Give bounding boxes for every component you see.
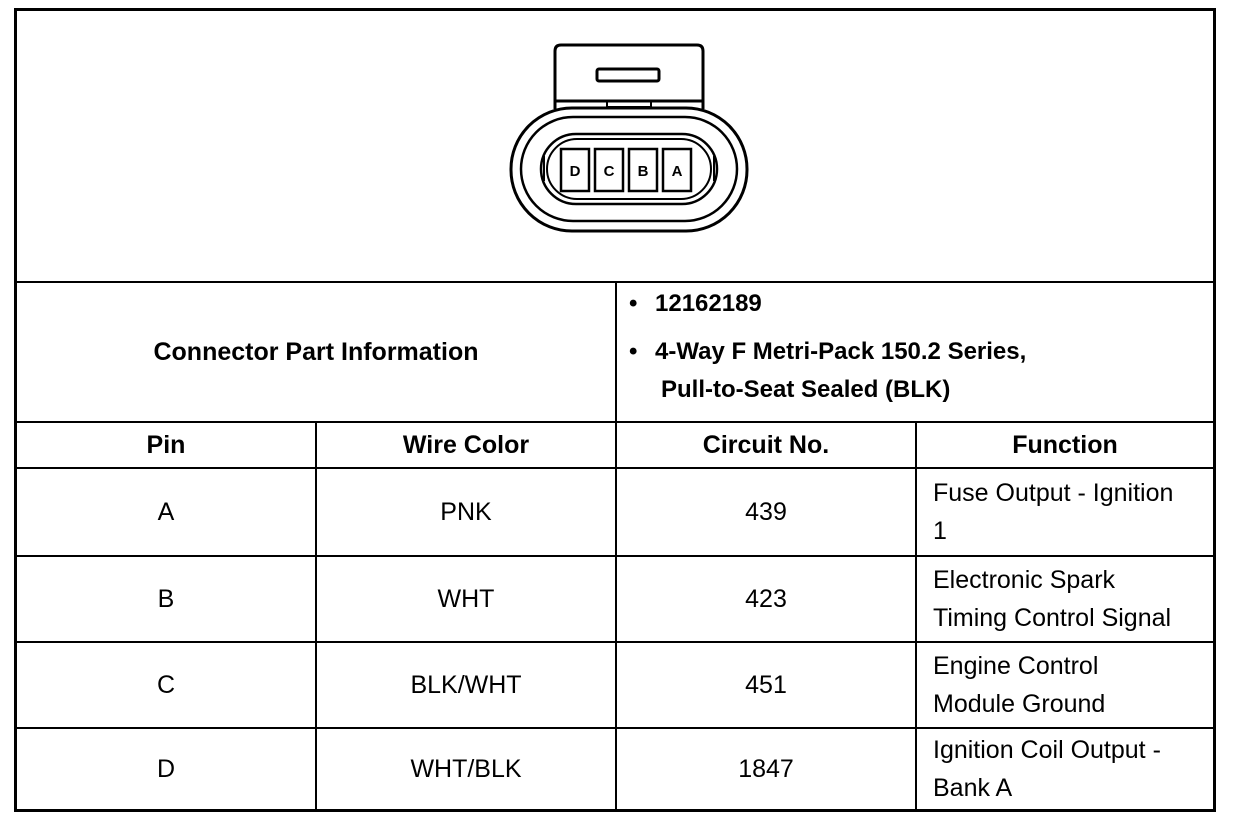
- header-pin: Pin: [146, 430, 186, 459]
- function-b-line-2: Timing Control Signal: [933, 604, 1172, 632]
- bullet: •: [629, 290, 638, 317]
- connector-latch: [555, 45, 703, 109]
- connector-drawing: [17, 11, 1213, 283]
- cell-function-a: [917, 469, 1213, 555]
- cell-pin-a: A: [157, 497, 175, 526]
- function-d-line-2: Bank A: [933, 774, 1013, 802]
- cell-pin-d: D: [156, 754, 176, 783]
- cell-wire-color-c: BLK/WHT: [410, 670, 522, 699]
- latch-slot: [597, 69, 659, 81]
- function-a-line-2: 1: [933, 517, 947, 545]
- function-c-line-1: Engine Control: [933, 652, 1099, 680]
- function-b-line-1: Electronic Spark: [933, 566, 1116, 594]
- function-c-line-2: Module Ground: [933, 690, 1106, 718]
- cell-pin-b: B: [157, 584, 175, 613]
- header-wire-color: Wire Color: [402, 430, 530, 459]
- part-description-item: [629, 333, 1026, 409]
- part-number: 12162189: [655, 290, 762, 317]
- connector-diagram: [17, 11, 1213, 283]
- cell-circuit-b: 423: [745, 584, 787, 613]
- pin-label-d: D: [569, 163, 581, 180]
- pin-label-a: A: [671, 163, 683, 180]
- header-circuit-no: Circuit No.: [702, 430, 830, 459]
- bullet: •: [629, 338, 638, 365]
- header-function: Function: [1012, 430, 1118, 459]
- cell-function-b: [917, 557, 1213, 641]
- cell-pin-c: C: [156, 670, 176, 699]
- cell-wire-color-d: WHT/BLK: [410, 754, 522, 783]
- cell-function-c: [917, 643, 1213, 727]
- function-a-line-1: Fuse Output - Ignition: [933, 479, 1174, 507]
- cell-circuit-d: 1847: [738, 754, 794, 783]
- cell-wire-color-b: WHT: [437, 584, 495, 613]
- part-info-list: [629, 285, 1026, 409]
- pin-label-b: B: [637, 163, 649, 180]
- cell-circuit-c: 451: [745, 670, 787, 699]
- cell-function-d: [917, 729, 1213, 809]
- part-description-line-2: Pull-to-Seat Sealed (BLK): [661, 376, 951, 403]
- cell-circuit-a: 439: [745, 497, 787, 526]
- connector-sheet: [14, 8, 1216, 812]
- pin-label-c: C: [603, 163, 615, 180]
- function-d-line-1: Ignition Coil Output -: [933, 736, 1161, 764]
- part-description-line-1: 4-Way F Metri-Pack 150.2 Series,: [655, 338, 1027, 365]
- part-info-label: Connector Part Information: [153, 337, 479, 366]
- part-number-item: [629, 285, 1026, 323]
- cell-wire-color-a: PNK: [440, 497, 492, 526]
